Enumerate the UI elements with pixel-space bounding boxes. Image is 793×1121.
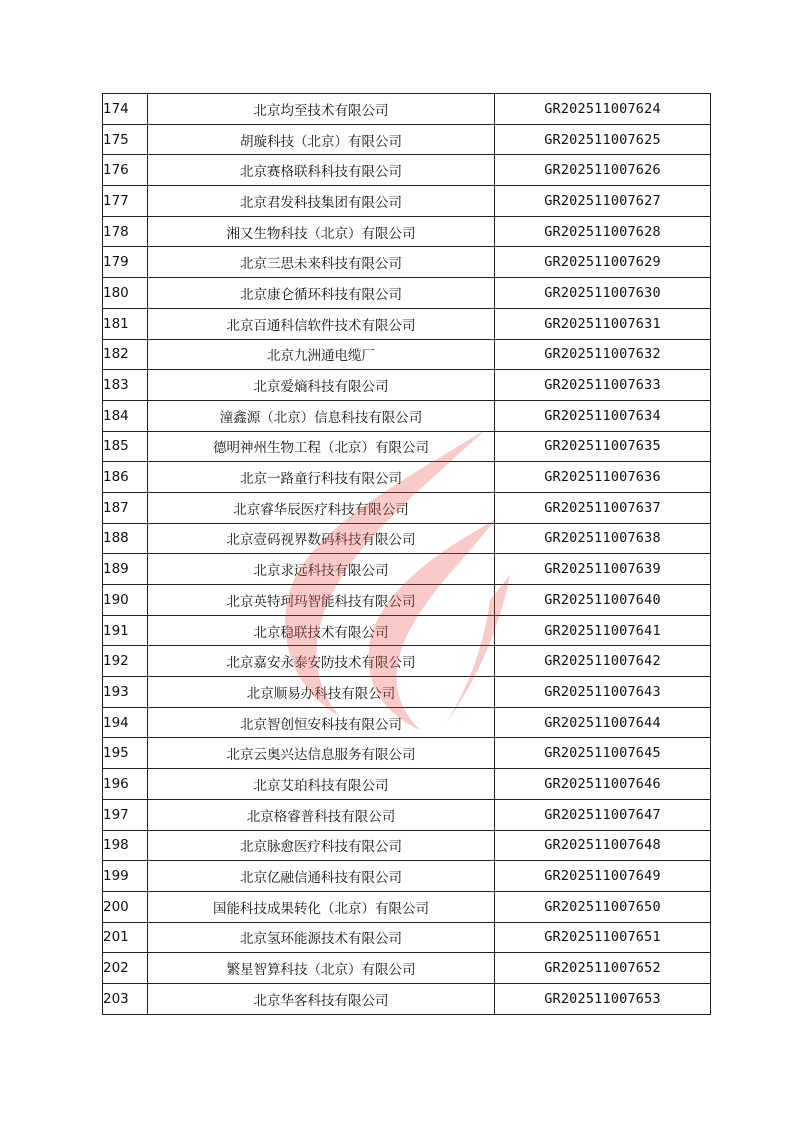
company-name: 北京华客科技有限公司 xyxy=(148,983,495,1014)
table-row xyxy=(103,983,711,1014)
certificate-code: GR202511007627 xyxy=(495,186,711,217)
company-name: 北京稳联技术有限公司 xyxy=(148,615,495,646)
row-number: 202 xyxy=(103,953,148,984)
table-row xyxy=(103,339,711,370)
table-row xyxy=(103,769,711,800)
table-row xyxy=(103,615,711,646)
table-row xyxy=(103,400,711,431)
row-number: 196 xyxy=(103,769,148,800)
table-row xyxy=(103,922,711,953)
certificate-code: GR202511007634 xyxy=(495,400,711,431)
row-number: 191 xyxy=(103,615,148,646)
certificate-code: GR202511007646 xyxy=(495,769,711,800)
company-name: 北京百通科信软件技术有限公司 xyxy=(148,308,495,339)
certificate-code: GR202511007650 xyxy=(495,891,711,922)
company-name: 北京赛格联科科技有限公司 xyxy=(148,155,495,186)
row-number: 184 xyxy=(103,400,148,431)
row-number: 181 xyxy=(103,308,148,339)
table-row xyxy=(103,308,711,339)
company-name: 北京九洲通电缆厂 xyxy=(148,339,495,370)
row-number: 201 xyxy=(103,922,148,953)
company-name: 德明神州生物工程（北京）有限公司 xyxy=(148,431,495,462)
row-number: 190 xyxy=(103,585,148,616)
table-row xyxy=(103,738,711,769)
row-number: 187 xyxy=(103,492,148,523)
certificate-code: GR202511007626 xyxy=(495,155,711,186)
row-number: 185 xyxy=(103,431,148,462)
table-row xyxy=(103,861,711,892)
certificate-code: GR202511007648 xyxy=(495,830,711,861)
company-name: 北京顺易办科技有限公司 xyxy=(148,677,495,708)
company-name: 北京睿华辰医疗科技有限公司 xyxy=(148,492,495,523)
row-number: 203 xyxy=(103,983,148,1014)
certificate-code: GR202511007631 xyxy=(495,308,711,339)
certificate-code: GR202511007638 xyxy=(495,523,711,554)
table-row xyxy=(103,462,711,493)
table-row xyxy=(103,523,711,554)
company-name: 北京求远科技有限公司 xyxy=(148,554,495,585)
table-row xyxy=(103,799,711,830)
table-row xyxy=(103,891,711,922)
row-number: 192 xyxy=(103,646,148,677)
table-row xyxy=(103,953,711,984)
table-row xyxy=(103,278,711,309)
row-number: 198 xyxy=(103,830,148,861)
table-row xyxy=(103,585,711,616)
company-name: 北京脉愈医疗科技有限公司 xyxy=(148,830,495,861)
certificate-code: GR202511007624 xyxy=(495,94,711,125)
table-row xyxy=(103,431,711,462)
row-number: 189 xyxy=(103,554,148,585)
certificate-code: GR202511007635 xyxy=(495,431,711,462)
company-table-body xyxy=(103,94,711,1015)
company-name: 潼鑫源（北京）信息科技有限公司 xyxy=(148,400,495,431)
table-row xyxy=(103,186,711,217)
row-number: 178 xyxy=(103,216,148,247)
row-number: 199 xyxy=(103,861,148,892)
company-name: 北京氢环能源技术有限公司 xyxy=(148,922,495,953)
company-name: 北京壹码视界数码科技有限公司 xyxy=(148,523,495,554)
table-row xyxy=(103,707,711,738)
row-number: 194 xyxy=(103,707,148,738)
row-number: 197 xyxy=(103,799,148,830)
company-name: 北京康仑循环科技有限公司 xyxy=(148,278,495,309)
certificate-code: GR202511007637 xyxy=(495,492,711,523)
company-name: 北京爱熵科技有限公司 xyxy=(148,370,495,401)
certificate-code: GR202511007642 xyxy=(495,646,711,677)
row-number: 177 xyxy=(103,186,148,217)
row-number: 200 xyxy=(103,891,148,922)
row-number: 182 xyxy=(103,339,148,370)
row-number: 179 xyxy=(103,247,148,278)
certificate-code: GR202511007636 xyxy=(495,462,711,493)
company-name: 北京云奥兴达信息服务有限公司 xyxy=(148,738,495,769)
row-number: 186 xyxy=(103,462,148,493)
row-number: 183 xyxy=(103,370,148,401)
certificate-code: GR202511007630 xyxy=(495,278,711,309)
table-row xyxy=(103,216,711,247)
certificate-code: GR202511007651 xyxy=(495,922,711,953)
company-name: 湘又生物科技（北京）有限公司 xyxy=(148,216,495,247)
company-name: 繁星智算科技（北京）有限公司 xyxy=(148,953,495,984)
company-name: 北京三思未来科技有限公司 xyxy=(148,247,495,278)
certificate-code: GR202511007629 xyxy=(495,247,711,278)
table-row xyxy=(103,247,711,278)
row-number: 195 xyxy=(103,738,148,769)
certificate-code: GR202511007643 xyxy=(495,677,711,708)
certificate-code: GR202511007644 xyxy=(495,707,711,738)
certificate-code: GR202511007649 xyxy=(495,861,711,892)
certificate-code: GR202511007639 xyxy=(495,554,711,585)
certificate-code: GR202511007628 xyxy=(495,216,711,247)
row-number: 193 xyxy=(103,677,148,708)
row-number: 175 xyxy=(103,124,148,155)
table-row xyxy=(103,554,711,585)
company-table xyxy=(102,93,711,1015)
certificate-code: GR202511007632 xyxy=(495,339,711,370)
company-name: 北京格睿普科技有限公司 xyxy=(148,799,495,830)
row-number: 174 xyxy=(103,94,148,125)
row-number: 188 xyxy=(103,523,148,554)
row-number: 176 xyxy=(103,155,148,186)
certificate-code: GR202511007640 xyxy=(495,585,711,616)
company-name: 北京均至技术有限公司 xyxy=(148,94,495,125)
company-name: 北京君发科技集团有限公司 xyxy=(148,186,495,217)
certificate-code: GR202511007647 xyxy=(495,799,711,830)
table-row xyxy=(103,677,711,708)
table-row xyxy=(103,94,711,125)
company-name: 北京艾珀科技有限公司 xyxy=(148,769,495,800)
company-name: 北京一路童行科技有限公司 xyxy=(148,462,495,493)
certificate-code: GR202511007653 xyxy=(495,983,711,1014)
table-row xyxy=(103,830,711,861)
table-row xyxy=(103,646,711,677)
company-name: 胡璇科技（北京）有限公司 xyxy=(148,124,495,155)
company-name: 北京嘉安永泰安防技术有限公司 xyxy=(148,646,495,677)
table-row xyxy=(103,124,711,155)
company-name: 国能科技成果转化（北京）有限公司 xyxy=(148,891,495,922)
certificate-code: GR202511007625 xyxy=(495,124,711,155)
certificate-code: GR202511007645 xyxy=(495,738,711,769)
row-number: 180 xyxy=(103,278,148,309)
company-name: 北京英特珂玛智能科技有限公司 xyxy=(148,585,495,616)
certificate-code: GR202511007652 xyxy=(495,953,711,984)
certificate-code: GR202511007633 xyxy=(495,370,711,401)
table-row xyxy=(103,370,711,401)
company-name: 北京智创恒安科技有限公司 xyxy=(148,707,495,738)
company-name: 北京亿融信通科技有限公司 xyxy=(148,861,495,892)
table-row xyxy=(103,155,711,186)
certificate-code: GR202511007641 xyxy=(495,615,711,646)
table-row xyxy=(103,492,711,523)
